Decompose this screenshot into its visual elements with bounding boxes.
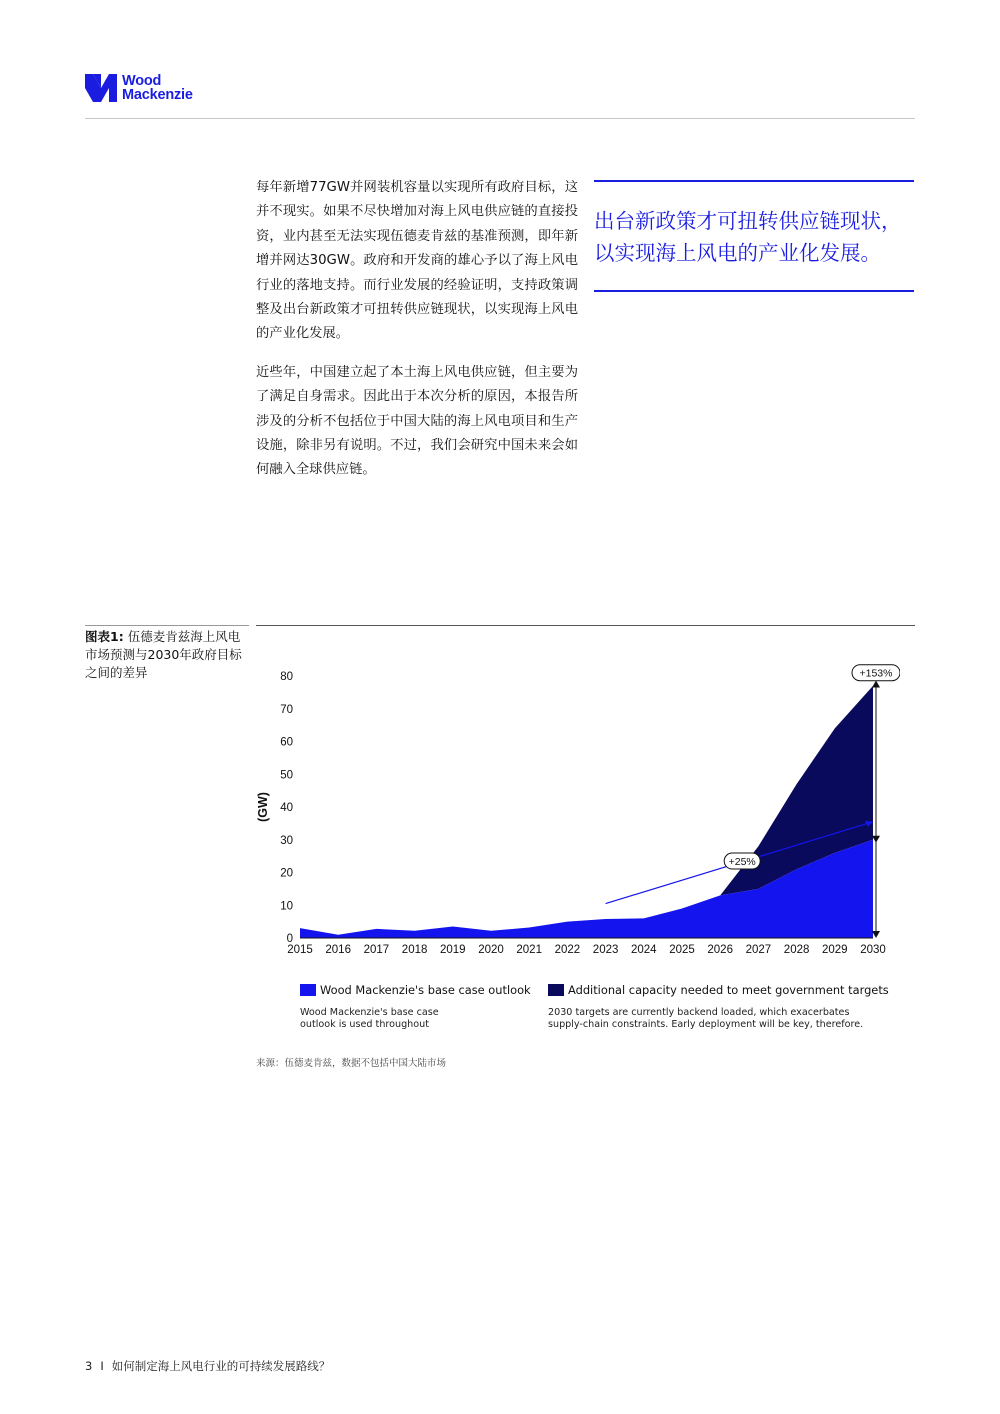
figure-rule: [256, 625, 915, 626]
y-tick-label: 30: [280, 834, 293, 847]
footer: [85, 1358, 330, 1374]
x-tick-label: 2024: [631, 944, 657, 956]
y-tick-label: 10: [280, 900, 293, 913]
figure-title: 伍德麦肯兹海上风电市场预测与2030年政府目标之间的差异: [85, 629, 242, 680]
brand-mark-icon: [85, 74, 117, 102]
legend-item-base: [300, 983, 531, 997]
y-tick-label: 80: [280, 671, 293, 683]
x-tick-label: 2021: [516, 944, 542, 956]
body-text: [256, 176, 578, 497]
pullquote: [594, 205, 939, 269]
legend-swatch-base: [300, 984, 316, 996]
figure-caption: [85, 628, 247, 682]
gap-arrow-top-icon: [872, 681, 880, 688]
x-tick-label: 2020: [478, 944, 504, 956]
y-tick-label: 70: [280, 703, 293, 716]
x-tick-label: 2030: [860, 944, 886, 956]
figure-label: 图表1:: [85, 629, 124, 644]
y-axis-label: (GW): [256, 792, 270, 822]
capacity-chart: [250, 648, 900, 958]
x-tick-label: 2017: [363, 944, 390, 956]
pullquote-top-rule: [594, 180, 914, 182]
gap-arrow-mid-icon: [872, 836, 880, 843]
y-tick-label: 0: [286, 933, 293, 945]
pullquote-line-1: 出台新政策才可扭转供应链现状，: [594, 209, 902, 233]
note-base: Wood Mackenzie's base case outlook is used throughout: [300, 1007, 439, 1030]
paragraph-2: 近些年，中国建立起了本土海上风电供应链，但主要为了满足自身需求。因此出于本次分析的原因，本报告所涉及的分析不包括位于中国大陆的海上风电项目和生产设施，除非另有说明。不过，我们会研究中国未来会如何融入全球供应链。: [256, 364, 578, 478]
paragraph-1: 每年新增77GW并网装机容量以实现所有政府目标，这并不现实。如果不尽快增加对海上风电供应链的直接投资，业内甚至无法实现伍德麦肯兹的基准预测，即年新增并网达30GW。政府和开发商的雄心予以了海上风电行业的落地支持。而行业发展的经验证明，支持政策调整及出台新政策才可扭转供应链现状，以实现海上风电的产业化发展。: [256, 180, 578, 342]
y-tick-label: 50: [280, 769, 293, 782]
footer-separator: I: [100, 1359, 104, 1373]
legend-label-base: Wood Mackenzie's base case outlook: [320, 983, 531, 997]
page-number: 3: [85, 1359, 93, 1373]
wood-mackenzie-logo: [85, 74, 193, 102]
x-tick-label: 2025: [669, 944, 695, 956]
legend-item-target: [548, 983, 889, 997]
x-tick-label: 2019: [440, 944, 466, 956]
y-tick-label: 40: [280, 802, 293, 814]
annotation-plus-153: +153%: [859, 667, 893, 680]
x-tick-label: 2027: [745, 944, 772, 956]
annotation-plus-25: +25%: [728, 856, 756, 869]
x-tick-label: 2026: [707, 944, 733, 956]
y-tick-label: 20: [280, 867, 293, 880]
note-target: 2030 targets are currently backend loaded, which exacerbates supply-chain constraints. Early deployment will be key, therefore.: [548, 1007, 864, 1030]
pullquote-line-2: 以实现海上风电的产业化发展。: [594, 241, 881, 265]
pullquote-bottom-rule: [594, 290, 914, 292]
legend-label-target: Additional capacity needed to meet government targets: [568, 983, 889, 997]
brand-line2: Mackenzie: [122, 87, 193, 103]
x-tick-label: 2015: [287, 944, 313, 956]
legend-swatch-target: [548, 984, 564, 996]
x-tick-label: 2023: [592, 944, 619, 956]
x-tick-label: 2018: [401, 944, 428, 956]
x-tick-label: 2016: [325, 944, 351, 956]
brand-line1: Wood: [122, 73, 162, 89]
caption-rule: [85, 625, 249, 626]
x-tick-label: 2028: [783, 944, 810, 956]
gap-arrow-bottom-icon: [872, 931, 880, 938]
figure-source: 来源：伍德麦肯兹，数据不包括中国大陆市场: [256, 1058, 447, 1069]
header-divider: [85, 118, 915, 119]
x-tick-label: 2029: [822, 944, 848, 956]
footer-title: 如何制定海上风电行业的可持续发展路线？: [111, 1359, 331, 1373]
y-tick-label: 60: [280, 736, 293, 749]
x-tick-label: 2022: [554, 944, 581, 956]
